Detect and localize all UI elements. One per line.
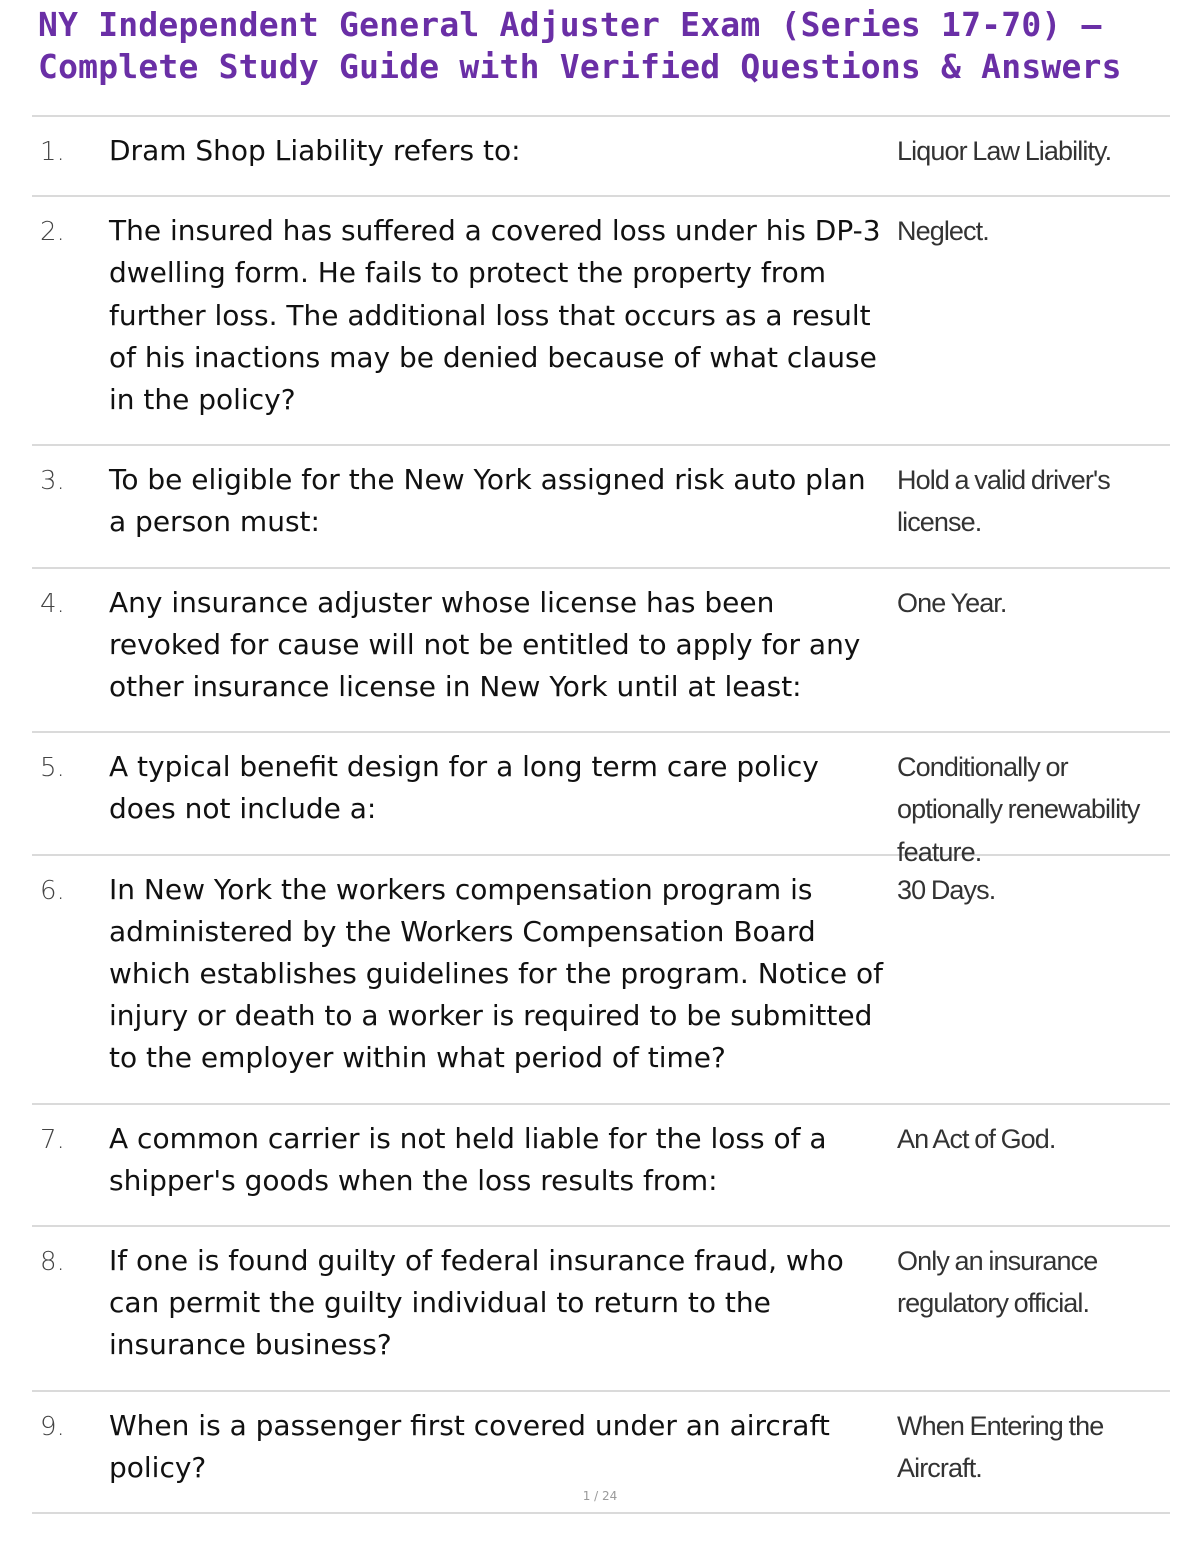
- question-number: 9.: [40, 1411, 65, 1442]
- question-number: 3.: [40, 466, 65, 497]
- qa-row: [32, 1105, 1170, 1227]
- question-text: A typical benefit design for a long term care policy does not include a:: [109, 750, 819, 826]
- answer-text: 30 Days.: [897, 874, 996, 905]
- question-text: In New York the workers compensation program is administered by the Workers Compensation Board which establishes guidelines for the program. Notice of injury or death to a worker is required to be submitted to the employer within what period of time?: [109, 872, 884, 1075]
- qa-row: [32, 117, 1170, 197]
- question-text: If one is found guilty of federal insurance fraud, who can permit the guilty individual to return to the insurance business?: [109, 1244, 844, 1362]
- question-text: When is a passenger first covered under an aircraft policy?: [109, 1408, 830, 1484]
- qa-row: [32, 569, 1170, 734]
- question-number: 2.: [40, 217, 65, 248]
- question-number: 6.: [40, 875, 65, 906]
- question-number: 7.: [40, 1124, 65, 1155]
- question-number: 1.: [40, 137, 65, 167]
- question-text: Any insurance adjuster whose license has been revoked for cause will not be entitled to apply for any other insurance license in New York until at least:: [109, 585, 861, 704]
- answer-text: When Entering the Aircraft.: [897, 1410, 1104, 1483]
- qa-row: [32, 733, 1170, 867]
- answer-text: Hold a valid driver's license.: [897, 465, 1110, 538]
- qa-row: [32, 197, 1170, 446]
- question-number: 8.: [40, 1247, 65, 1278]
- qa-row: [32, 856, 1170, 1105]
- document-title: NY Independent General Adjuster Exam (Series 17-70) – Complete Study Guide with Verified Questions & Answers: [38, 5, 1122, 86]
- answer-text: Liquor Law Liability.: [897, 136, 1112, 166]
- answer-text: Only an insurance regulatory official.: [897, 1246, 1098, 1319]
- answer-text: Conditionally or optionally renewability feature.: [897, 752, 1140, 867]
- question-text: The insured has suffered a covered loss under his DP-3 dwelling form. He fails to protect the property from further loss. The additional loss that occurs as a result of his inactions may be denied because of what clause in the policy?: [109, 214, 881, 417]
- qa-row: [32, 1227, 1170, 1392]
- question-text: To be eligible for the New York assigned risk auto plan a person must:: [109, 463, 866, 539]
- question-number: 4.: [40, 588, 65, 619]
- qa-row: [32, 446, 1170, 568]
- question-text: A common carrier is not held liable for the loss of a shipper's goods when the loss results from:: [109, 1121, 827, 1197]
- answer-text: An Act of God.: [897, 1123, 1056, 1154]
- answer-text: One Year.: [897, 587, 1007, 618]
- answer-text: Neglect.: [897, 216, 989, 247]
- qa-list: [32, 115, 1170, 1514]
- question-number: 5.: [40, 753, 65, 784]
- question-text: Dram Shop Liability refers to:: [109, 134, 521, 167]
- page-indicator: 1 / 24: [582, 1489, 618, 1503]
